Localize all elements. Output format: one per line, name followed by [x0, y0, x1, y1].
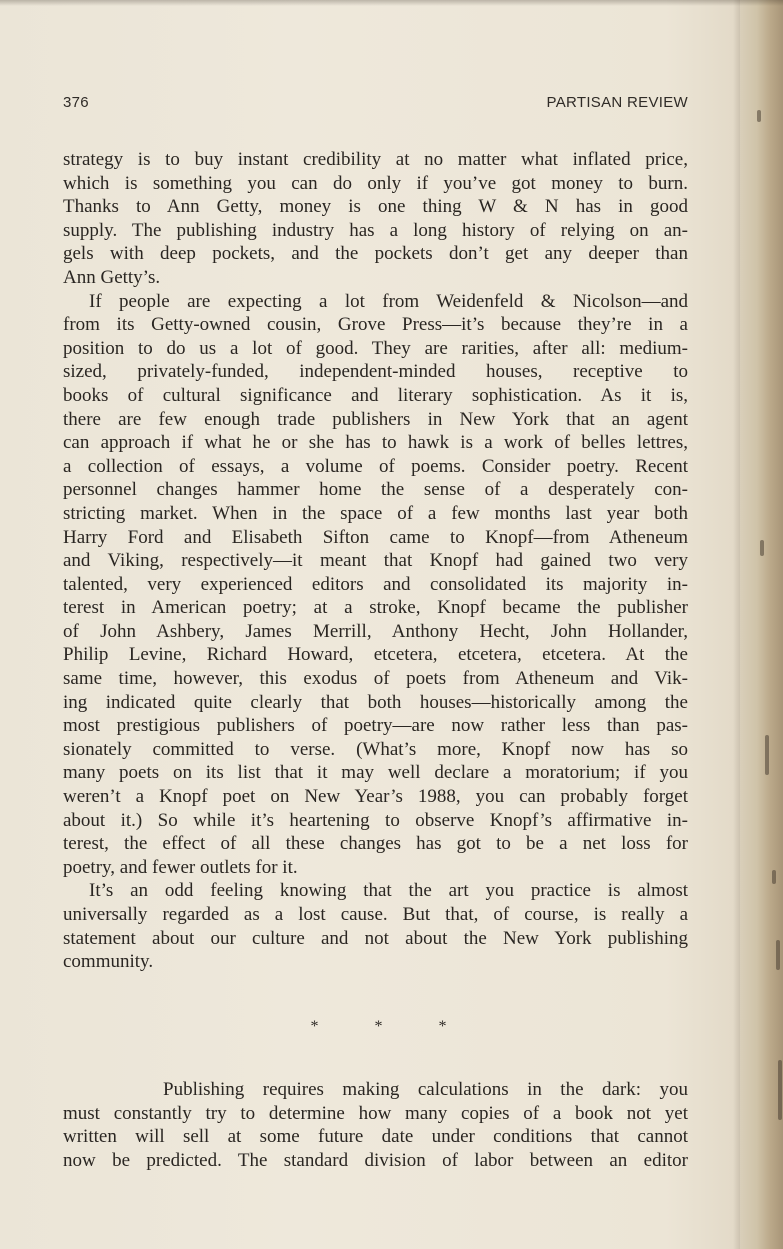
paragraph [63, 1078, 688, 1172]
page-number: 376 [63, 94, 89, 111]
page-edge-mark [765, 735, 769, 775]
paragraph [63, 148, 688, 290]
text-line: there are few enough trade publishers in New York that an agent [63, 408, 688, 430]
journal-title: PARTISAN REVIEW [546, 94, 688, 111]
paragraph [63, 290, 688, 880]
text-line: most prestigious publishers of poetry—are now rather less than pas- [63, 715, 688, 737]
page-edge-mark [778, 1060, 782, 1120]
text-line: Ann Getty’s. [63, 266, 161, 288]
book-spine-edge [740, 0, 783, 1249]
text-line: poetry, and fewer outlets for it. [63, 856, 298, 878]
text-line: about it.) So while it’s heartening to observe Knopf’s affirmative in- [63, 809, 688, 831]
page-edge-mark [772, 870, 776, 884]
text-line: many poets on its list that it may well declare a moratorium; if you [63, 762, 688, 784]
section-break: * * * [310, 1018, 473, 1035]
text-line: now be predicted. The standard division of labor between an editor [63, 1149, 688, 1171]
text-line: If people are expecting a lot from Weidenfeld & Nicolson—and [89, 290, 688, 312]
text-line: talented, very experienced editors and consolidated its majority in- [63, 573, 688, 595]
text-line: of John Ashbery, James Merrill, Anthony Hecht, John Hollander, [63, 620, 688, 642]
text-line: from its Getty-owned cousin, Grove Press—it’s because they’re in a [63, 314, 688, 336]
text-line: It’s an odd feeling knowing that the art you practice is almost [89, 880, 688, 902]
body-text [63, 148, 688, 974]
text-line: position to do us a lot of good. They are rarities, after all: medium- [63, 337, 688, 359]
text-line: written will sell at some future date under conditions that cannot [63, 1126, 688, 1148]
page-edge-mark [776, 940, 780, 970]
text-line: gels with deep pockets, and the pockets don’t get any deeper than [63, 243, 688, 265]
text-line: and Viking, respectively—it meant that Knopf had gained two very [63, 550, 688, 572]
text-line: universally regarded as a lost cause. But that, of course, is really a [63, 904, 688, 925]
paragraph [63, 879, 688, 973]
body-text-continued [63, 1078, 688, 1172]
text-line: ing indicated quite clearly that both houses—historically among the [63, 691, 688, 713]
text-line: books of cultural significance and literary sophistication. As it is, [63, 384, 688, 406]
text-line: personnel changes hammer home the sense of a desperately con- [63, 479, 688, 501]
text-line: strategy is to buy instant credibility at no matter what inflated price, [63, 149, 688, 170]
page-top-shadow [0, 0, 783, 6]
page-edge-mark [760, 540, 764, 556]
text-line: supply. The publishing industry has a long history of relying on an- [63, 219, 688, 241]
text-line: sionately committed to verse. (What’s more, Knopf now has so [63, 738, 688, 760]
text-line: stricting market. When in the space of a few months last year both [63, 502, 688, 524]
text-line: same time, however, this exodus of poets from Atheneum and Vik- [63, 668, 688, 690]
text-line: sized, privately-funded, independent-minded houses, receptive to [63, 361, 688, 383]
text-line: a collection of essays, a volume of poems. Consider poetry. Recent [63, 455, 688, 477]
text-line: community. [63, 951, 154, 973]
text-line: which is something you can do only if you’ve got money to burn. [63, 172, 688, 194]
page-edge-mark [757, 110, 761, 122]
text-line: terest in American poetry; at a stroke, Knopf became the publisher [63, 597, 688, 619]
text-line: Thanks to Ann Getty, money is one thing W & N has in good [63, 196, 688, 218]
text-line: must constantly try to determine how many copies of a book not yet [63, 1102, 688, 1124]
text-line: statement about our culture and not about the New York publishing [63, 927, 688, 949]
text-line: can approach if what he or she has to hawk is a work of belles lettres, [63, 432, 688, 454]
text-line: terest, the effect of all these changes has got to be a net loss for [63, 833, 688, 855]
text-line: weren’t a Knopf poet on New Year’s 1988, you can probably forget [63, 786, 688, 808]
text-line: Harry Ford and Elisabeth Sifton came to Knopf—from Atheneum [63, 526, 688, 548]
text-line: Philip Levine, Richard Howard, etcetera, etcetera, etcetera. At the [63, 644, 688, 666]
running-head [63, 94, 688, 114]
text-line: Publishing requires making calculations in the dark: you [163, 1079, 688, 1100]
